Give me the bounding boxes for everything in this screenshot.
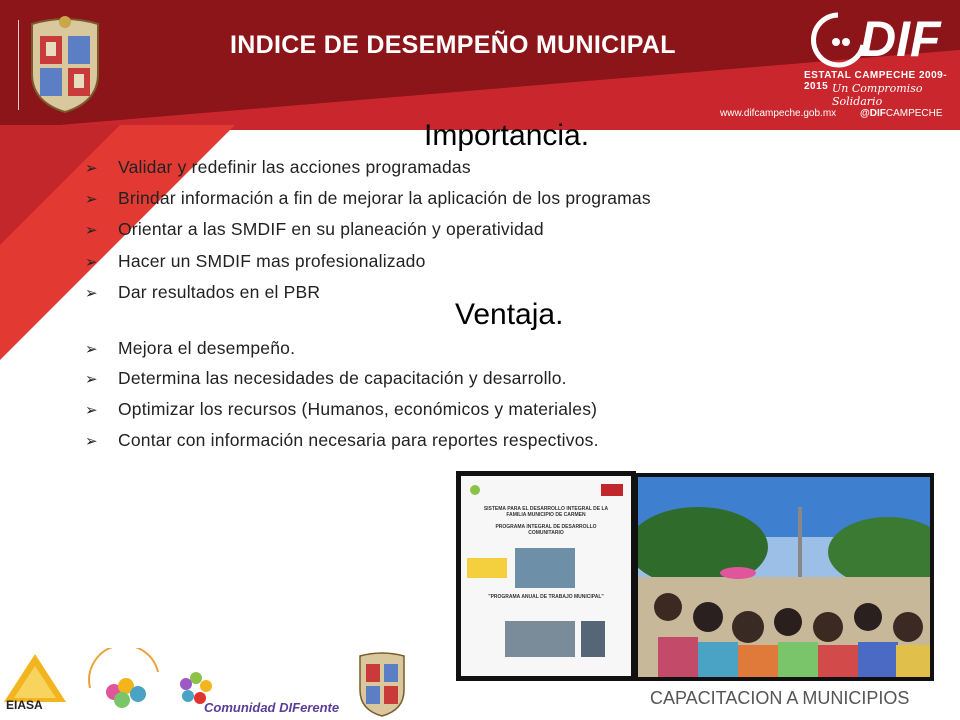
twitter-handle[interactable] bbox=[860, 108, 943, 119]
arrow-right-icon: ➢ bbox=[85, 160, 98, 177]
document-page bbox=[461, 476, 631, 676]
dif-logo-line2: Un Compromiso Solidario bbox=[832, 82, 923, 108]
page-title: INDICE DE DESEMPEÑO MUNICIPAL bbox=[230, 31, 676, 59]
arrow-right-icon: ➢ bbox=[85, 222, 98, 239]
distintivo-empresa-incluyente-logo-icon bbox=[84, 648, 164, 716]
dif-logo-line1: ESTATAL CAMPECHE 2009-2015 bbox=[804, 70, 948, 92]
document-cover-image bbox=[456, 471, 636, 681]
footer-caption: CAPACITACION A MUNICIPIOS bbox=[650, 688, 910, 708]
arrow-right-icon: ➢ bbox=[85, 254, 98, 271]
community-photo bbox=[634, 473, 934, 681]
importancia-item: ➢ Validar y redefinir las acciones programadas bbox=[85, 157, 471, 177]
arrow-right-icon: ➢ bbox=[85, 285, 98, 302]
arrow-right-icon: ➢ bbox=[85, 402, 98, 419]
importancia-item: ➢ Orientar a las SMDIF en su planeación y operatividad bbox=[85, 219, 544, 239]
document-line2: PROGRAMA INTEGRAL DE DESARROLLO COMUNITARIO bbox=[495, 524, 597, 536]
ventaja-item: ➢ Determina las necesidades de capacitación y desarrollo. bbox=[85, 368, 567, 388]
arrow-right-icon: ➢ bbox=[85, 341, 98, 358]
community-photo-image bbox=[638, 477, 930, 677]
arrow-right-icon: ➢ bbox=[85, 433, 98, 450]
importancia-item: ➢ Brindar información a fin de mejorar la aplicación de los programas bbox=[85, 188, 651, 208]
arrow-right-icon: ➢ bbox=[85, 371, 98, 388]
diferente-word: DIFerente bbox=[279, 700, 340, 715]
twitter-suffix: CAMPECHE bbox=[885, 108, 943, 119]
importancia-item: ➢ Dar resultados en el PBR bbox=[85, 282, 321, 302]
eiasa-logo-text: EIASA bbox=[6, 698, 43, 712]
twitter-prefix: @DIF bbox=[860, 108, 886, 119]
arrow-right-icon: ➢ bbox=[85, 191, 98, 208]
ventaja-item: ➢ Contar con información necesaria para reportes respectivos. bbox=[85, 430, 599, 450]
dif-logo-text: DIF bbox=[860, 11, 941, 67]
campeche-coat-of-arms-small-icon bbox=[354, 650, 410, 718]
document-line3: "PROGRAMA ANUAL DE TRABAJO MUNICIPAL" bbox=[488, 594, 604, 600]
ventaja-item: ➢ Optimizar los recursos (Humanos, económicos y materiales) bbox=[85, 399, 598, 419]
importancia-heading: Importancia. bbox=[424, 119, 590, 152]
ventaja-item: ➢ Mejora el desempeño. bbox=[85, 338, 296, 358]
comunidad-word: Comunidad bbox=[204, 700, 276, 715]
importancia-item: ➢ Hacer un SMDIF mas profesionalizado bbox=[85, 251, 426, 271]
campeche-coat-of-arms-icon bbox=[22, 14, 108, 114]
dif-logo-icon bbox=[808, 10, 868, 70]
website-link[interactable]: www.difcampeche.gob.mx bbox=[720, 108, 837, 119]
comunidad-diferente-logo-text bbox=[204, 700, 339, 715]
ventaja-heading: Ventaja. bbox=[455, 298, 564, 331]
header-separator bbox=[18, 20, 19, 110]
document-line1: SISTEMA PARA EL DESARROLLO INTEGRAL DE LA FAMILIA MUNICIPIO DE CARMEN bbox=[483, 506, 609, 518]
